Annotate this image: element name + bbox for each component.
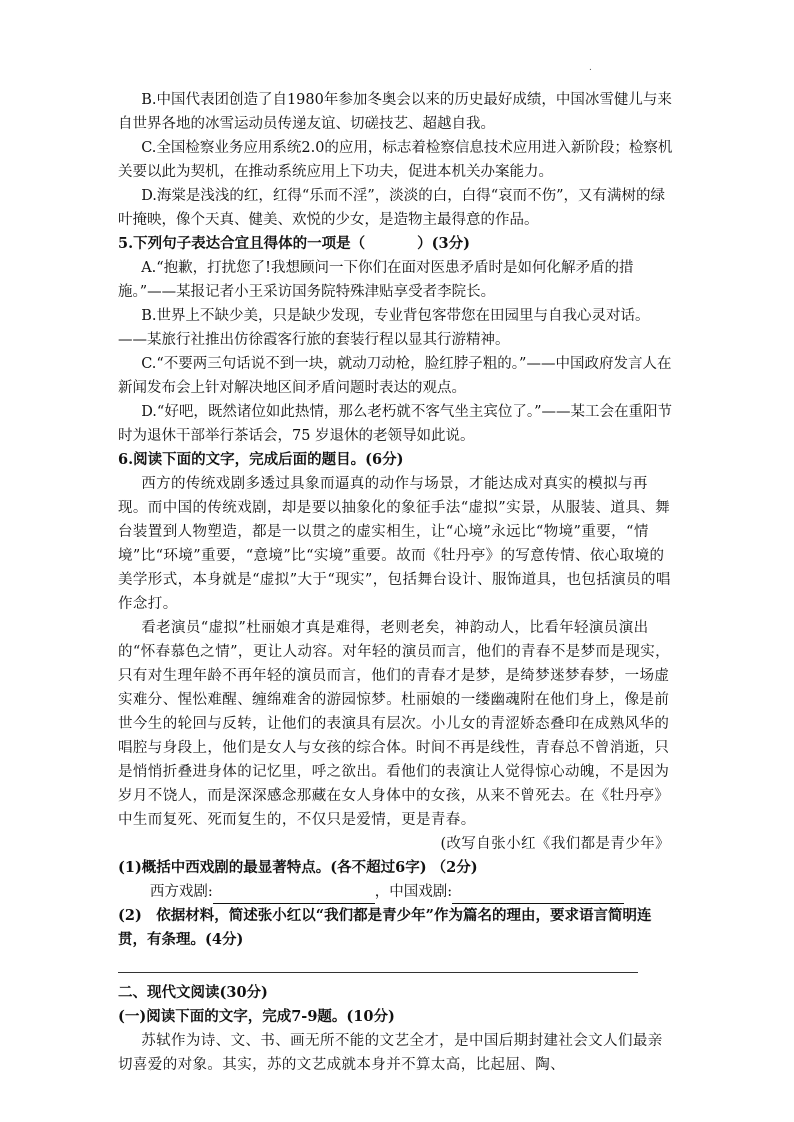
answer-line[interactable] — [118, 972, 638, 973]
exam-page — [118, 88, 676, 1077]
q4-option-b: B.中国代表团创造了自1980年参加冬奥会以来的历史最好成绩，中国冰雪健儿与来自世界各地的冰雪运动员传递友谊、切磋技艺、超越自我。 — [118, 92, 672, 132]
west-drama-label: 西方戏剧: — [149, 884, 213, 900]
q6-source: (改写自张小红《我们都是青少年》 — [440, 836, 670, 852]
q4-option-c: C.全国检察业务应用系统2.0的应用，标志着检察信息技术应用进入新阶段；检察机关要以此为契机，在推动系统应用上下功夫，促进本机关办案能力。 — [118, 140, 673, 180]
china-drama-answer-line[interactable] — [452, 885, 624, 904]
q4-option-d: D.海棠是浅浅的红，红得“乐而不淫”，淡淡的白，白得“哀而不伤”，又有满树的绿叶掩映，像个天真、健美、欢悦的少女，是造物主最得意的作品。 — [118, 188, 666, 228]
q5-option-b: B.世界上不缺少美，只是缺少发现，专业背包客带您在田园里与自我心灵对话。——某旅行社推出仿徐霞客行旅的套装行程以显其行游精神。 — [118, 308, 650, 348]
q5-option-c: C.“不要两三句话说不到一块，就动刀动枪，脸红脖子粗的。”——中国政府发言人在新闻发布会上针对解决地区间矛盾问题时表达的观点。 — [118, 356, 672, 396]
q6-fill-row — [118, 880, 676, 904]
corner-mark: . — [589, 63, 592, 73]
section2-subtitle: (一)阅读下面的文字，完成7-9题。(10分) — [118, 1008, 395, 1025]
q6-passage-para2: 看老演员“虚拟”杜丽娘才真是难得，老则老矣，神韵动人，比看年轻演员演出的“怀春慕色之情”，更让人动容。对年轻的演员而言，他们的青春不是梦而是现实，只有对生理年龄不再年轻的演员而言，他们的青春才是梦，是绮梦迷梦春梦，一场虚实难分、惺忪难醒、缠绵难舍的游园惊梦。杜丽娘的一缕幽魂附在他们身上，像是前世今生的轮回与反转，让他们的表演具有层次。小儿女的青涩娇态叠印在成熟风华的唱腔与身段上，他们是女人与女孩的综合体。时间不再是线性，青春总不曾消逝，只是悄悄折叠进身体的记忆里，呼之欲出。看他们的表演让人觉得惊心动魄，不是因为岁月不饶人，而是深深感念那藏在女人身体中的女孩，从来不曾死去。在《牡丹亭》中生而复死、死而复生的，不仅只是爱情，更是青春。 — [118, 620, 671, 828]
q5-option-a: A.“抱歉，打扰您了!我想顾问一下你们在面对医患矛盾时是如何化解矛盾的措施。”——某报记者小王采访国务院特殊津贴享受者李院长。 — [118, 260, 634, 300]
west-drama-answer-line[interactable] — [213, 885, 375, 904]
q5-option-d: D.“好吧，既然诸位如此热情，那么老朽就不客气坐主宾位了。”——某工会在重阳节时为退休干部举行茶话会，75 岁退休的老领导如此说。 — [118, 404, 672, 444]
china-drama-label: ，中国戏剧: — [374, 884, 453, 900]
q6-passage-para1: 西方的传统戏剧多透过具象而逼真的动作与场景，才能达成对真实的模拟与再现。而中国的传统戏剧，却是要以抽象化的象征手法“虚拟”实景，从服装、道具、舞台装置到人物塑造，都是一以贯之的虚实相生，让“心境”永远比“物境”重要，“情境”比“环境”重要，“意境”比“实境”重要。故而《牡丹亭》的写意传情、依心取境的美学形式，本身就是“虚拟”大于“现实”，包括舞台设计、服饰道具，也包括演员的唱作念打。 — [118, 476, 671, 612]
q5-stem-score: ）(3分) — [417, 235, 470, 252]
q5-stem-text: 5.下列句子表达合宜且得体的一项是（ — [118, 235, 366, 252]
q6-sub1: (1)概括中西戏剧的最显著特点。(各不超过6字) （2分) — [118, 859, 478, 876]
section2-passage: 苏轼作为诗、文、书、画无所不能的文艺全才，是中国后期封建社会文人们最亲切喜爱的对象。其实，苏的文艺成就本身并不算太高，比起屈、陶、 — [118, 1033, 663, 1073]
q6-sub2: (2) 依据材料，简述张小红以“我们都是青少年”作为篇名的理由，要求语言简明连贯，有条理。(4分) — [118, 907, 652, 948]
q6-stem: 6.阅读下面的文字，完成后面的题目。(6分) — [118, 451, 404, 468]
q5-stem — [118, 232, 676, 256]
section2-title: 二、现代文阅读(30分) — [118, 984, 268, 1001]
